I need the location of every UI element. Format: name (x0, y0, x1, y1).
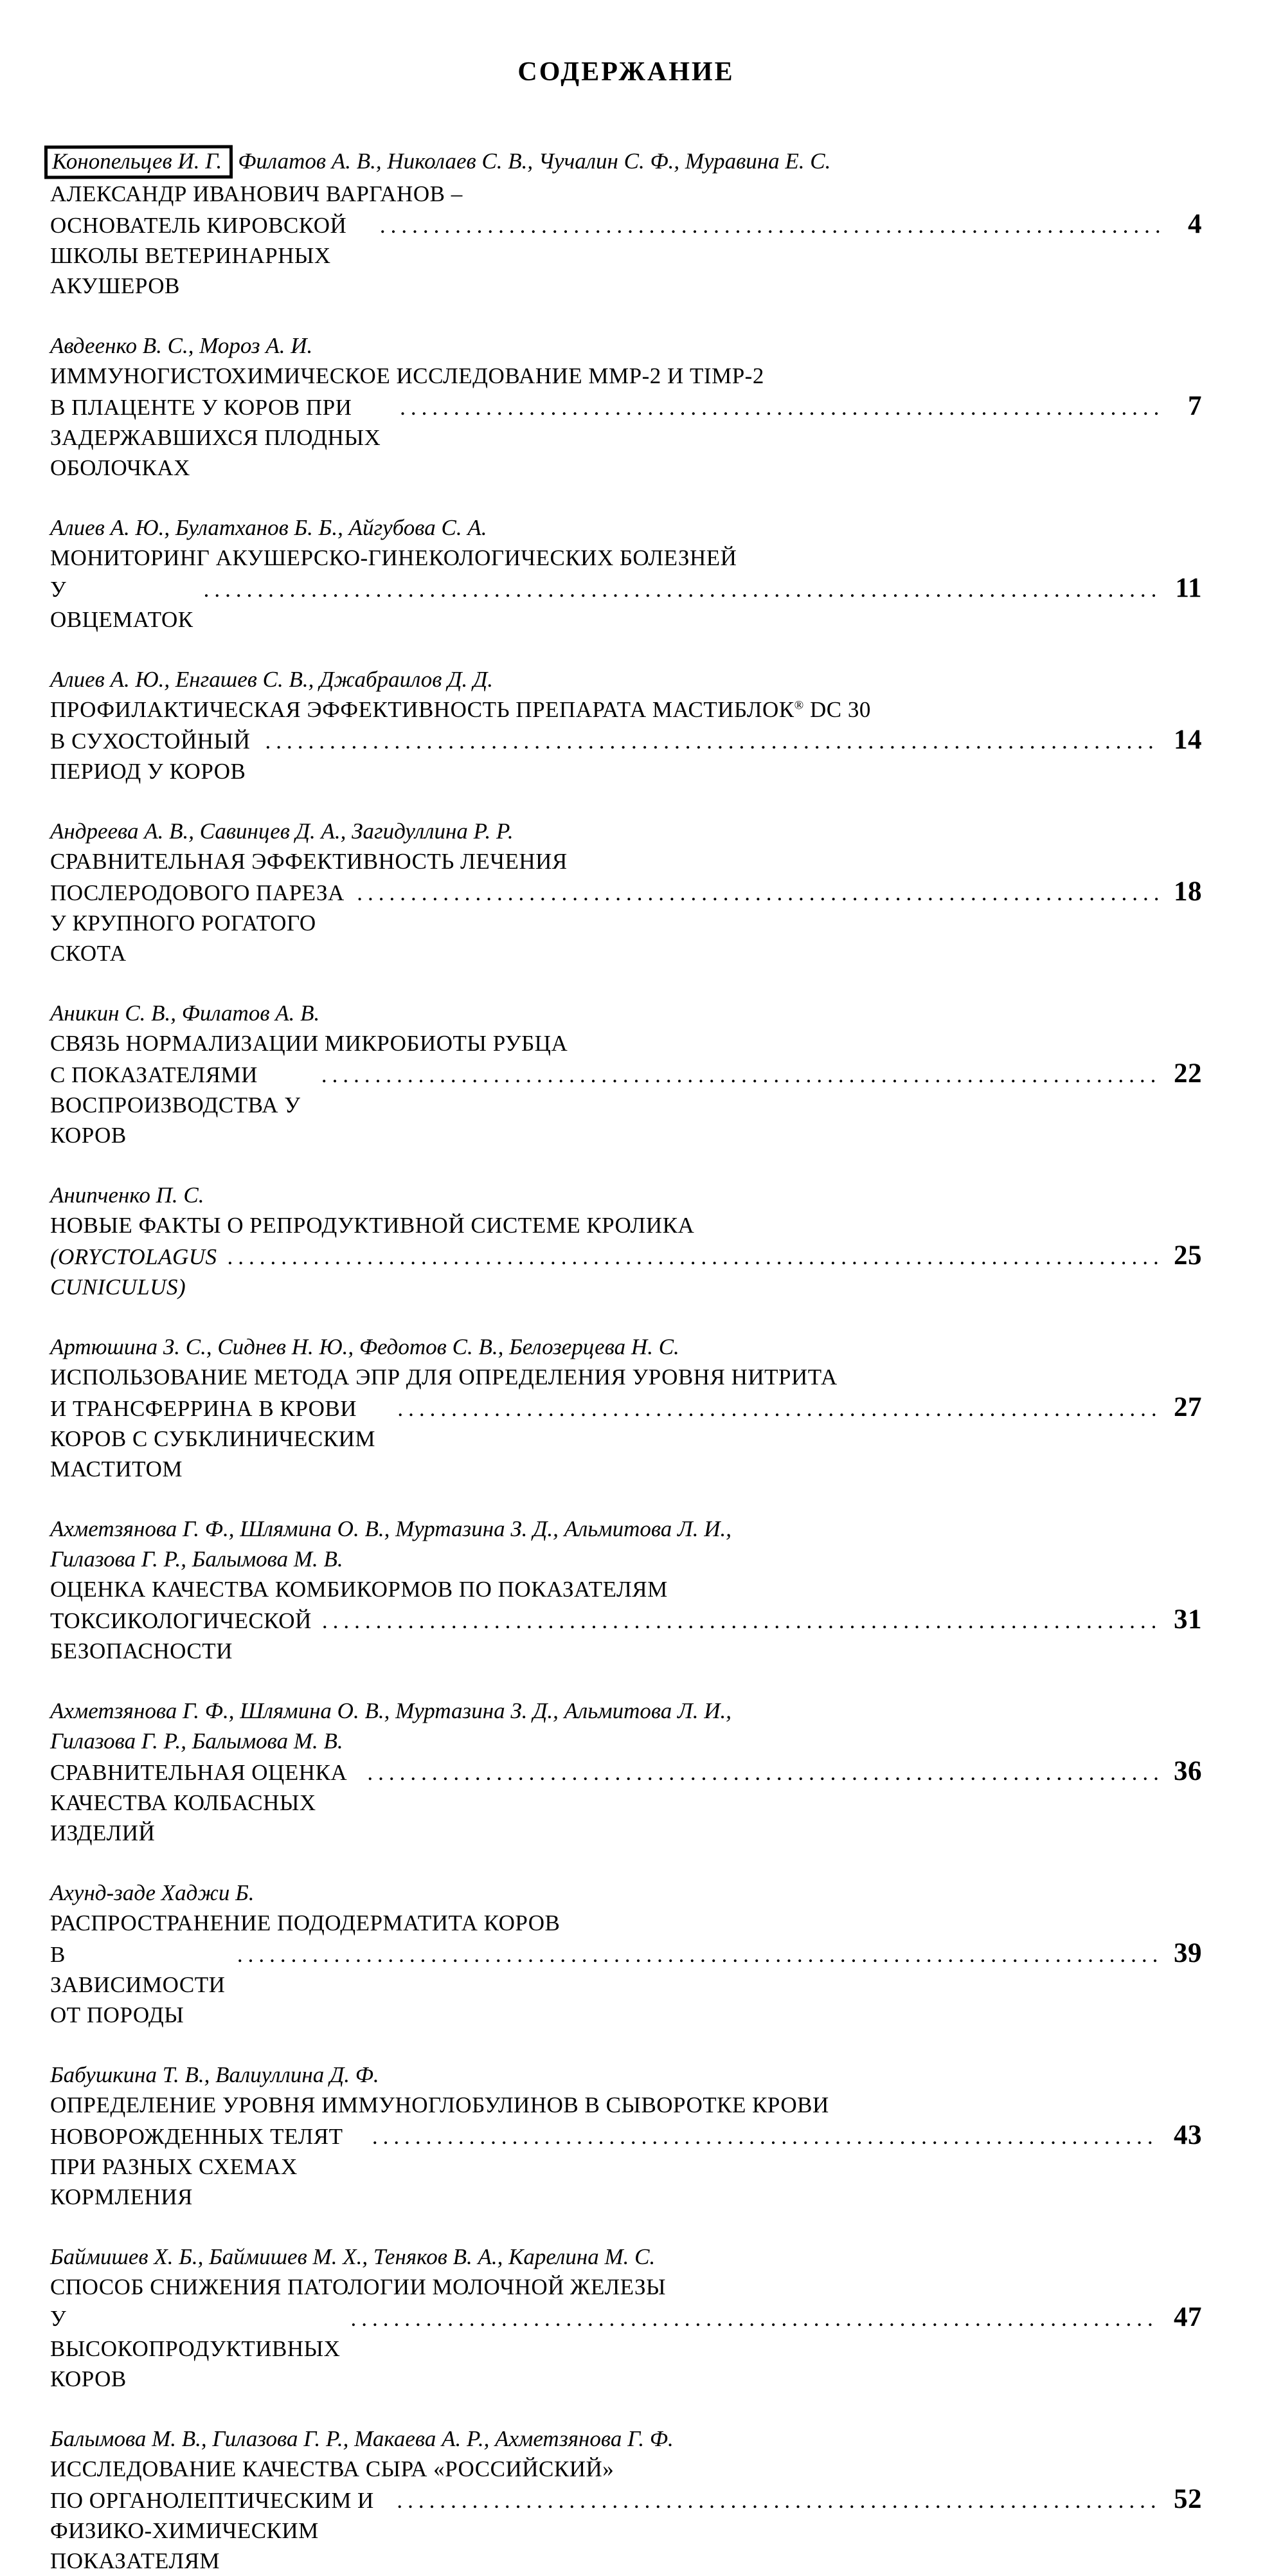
title-line (50, 2484, 1202, 2576)
title-text: ОПРЕДЕЛЕНИЕ УРОВНЯ ИММУНОГЛОБУЛИНОВ В СЫВОРОТКЕ КРОВИ (50, 2092, 829, 2118)
entry-authors (50, 145, 1202, 179)
title-line (50, 2090, 1202, 2120)
title-line (50, 209, 1202, 301)
title-line (50, 876, 1202, 968)
title-line (50, 1756, 1202, 1848)
dot-leader (372, 2121, 1160, 2152)
entry-page-number: 14 (1174, 725, 1202, 755)
entry-title (50, 1210, 1202, 1302)
dot-leader (400, 392, 1160, 422)
author-names: Алиев А. Ю., Булатханов Б. Б., Айгубова С. А. (50, 515, 487, 540)
dot-leader (367, 1757, 1160, 1788)
entry-title (50, 2272, 1202, 2394)
toc-entry-3 (50, 512, 1202, 635)
title-line (50, 725, 1202, 786)
entry-page-number: 18 (1174, 876, 1202, 907)
title-text: ПОСЛЕРОДОВОГО ПАРЕЗА У КРУПНОГО РОГАТОГО СКОТА (50, 880, 345, 966)
title-text: (ORYCTOLAGUS CUNICULUS) (50, 1244, 217, 1300)
title-line (50, 1362, 1202, 1392)
title-line (50, 543, 1202, 573)
author-line (50, 331, 1202, 361)
toc-entry-13 (50, 2242, 1202, 2394)
entry-page-number: 39 (1174, 1938, 1202, 1968)
author-names: Бабушкина Т. В., Валиуллина Д. Ф. (50, 2062, 379, 2087)
title-line (50, 2302, 1202, 2394)
title-line (50, 361, 1202, 391)
title-line (50, 1058, 1202, 1150)
title-text: СВЯЗЬ НОРМАЛИЗАЦИИ МИКРОБИОТЫ РУБЦА (50, 1031, 568, 1056)
author-line (50, 998, 1202, 1028)
entry-title (50, 846, 1202, 968)
title-text: ПРОФИЛАКТИЧЕСКАЯ ЭФФЕКТИВНОСТЬ ПРЕПАРАТА МАСТИБЛОК® DC 30 (50, 697, 871, 722)
author-names: Аникин С. В., Филатов А. В. (50, 1001, 320, 1026)
author-line (50, 2242, 1202, 2272)
dot-leader (228, 1242, 1160, 1272)
title-text: АЛЕКСАНДР ИВАНОВИЧ ВАРГАНОВ – (50, 181, 463, 206)
title-line (50, 179, 1202, 209)
dot-leader (322, 1606, 1160, 1636)
entry-page-number: 4 (1188, 209, 1202, 239)
author-names: Ахметзянова Г. Ф., Шлямина О. В., Муртазина З. Д., Альмитова Л. И., (50, 1698, 732, 1723)
entry-page-number: 27 (1174, 1392, 1202, 1422)
page-title: СОДЕРЖАНИЕ (517, 57, 735, 87)
dot-leader (397, 1393, 1160, 1424)
title-line (50, 1210, 1202, 1240)
dot-leader (380, 210, 1160, 240)
author-line (50, 1726, 1202, 1756)
toc-entry-4 (50, 664, 1202, 786)
author-names: Алиев А. Ю., Енгашев С. В., Джабраилов Д. Д. (50, 667, 494, 692)
title-text: ТОКСИКОЛОГИЧЕСКОЙ БЕЗОПАСНОСТИ (50, 1608, 312, 1664)
title-text: ИССЛЕДОВАНИЕ КАЧЕСТВА СЫРА «РОССИЙСКИЙ» (50, 2456, 615, 2481)
toc-entry-2 (50, 331, 1202, 483)
registered-trademark-symbol: ® (794, 698, 804, 712)
entry-authors (50, 512, 1202, 543)
dot-leader (357, 878, 1160, 908)
author-line (50, 1696, 1202, 1726)
title-line (50, 1908, 1202, 1938)
title-text: СПОСОБ СНИЖЕНИЯ ПАТОЛОГИИ МОЛОЧНОЙ ЖЕЛЕЗЫ (50, 2274, 667, 2299)
title-text: ИММУНОГИСТОХИМИЧЕСКОЕ ИССЛЕДОВАНИЕ MMP-2 И TIMP-2 (50, 363, 764, 388)
author-names: Гилазова Г. Р., Балымова М. В. (50, 1728, 343, 1754)
entry-title (50, 1362, 1202, 1484)
entry-authors (50, 1696, 1202, 1756)
dot-leader (237, 1939, 1160, 1970)
author-line (50, 2424, 1202, 2454)
title-line (50, 2454, 1202, 2484)
author-names: Филатов А. В., Николаев С. В., Чучалин С. Ф., Муравина Е. С. (238, 149, 831, 174)
author-line (50, 512, 1202, 543)
title-line (50, 2272, 1202, 2302)
title-line (50, 573, 1202, 635)
entry-page-number: 52 (1174, 2484, 1202, 2514)
title-line (50, 1240, 1202, 1302)
title-text: ИСПОЛЬЗОВАНИЕ МЕТОДА ЭПР ДЛЯ ОПРЕДЕЛЕНИЯ УРОВНЯ НИТРИТА (50, 1365, 838, 1390)
title-text: ОСНОВАТЕЛЬ КИРОВСКОЙ ШКОЛЫ ВЕТЕРИНАРНЫХ АКУШЕРОВ (50, 213, 347, 298)
entry-page-number: 47 (1174, 2302, 1202, 2332)
toc-entry-7 (50, 1180, 1202, 1302)
dot-leader (204, 574, 1160, 604)
entry-page-number: 7 (1188, 391, 1202, 421)
title-text: В ЗАВИСИМОСТИ ОТ ПОРОДЫ (50, 1942, 226, 2027)
entry-title (50, 361, 1202, 483)
author-line (50, 816, 1202, 846)
author-line (50, 664, 1202, 694)
title-text: У ОВЦЕМАТОК (50, 577, 193, 632)
dot-leader (265, 726, 1160, 756)
title-line (50, 2120, 1202, 2212)
author-names: Авдеенко В. С., Мороз А. И. (50, 333, 313, 358)
entry-page-number: 36 (1174, 1756, 1202, 1786)
dot-leader (321, 1060, 1160, 1090)
entry-authors (50, 2060, 1202, 2090)
entry-title (50, 1756, 1202, 1848)
author-names: Баймишев Х. Б., Баймишев М. Х., Теняков В. А., Карелина М. С. (50, 2244, 656, 2269)
entry-authors (50, 998, 1202, 1028)
toc-list (50, 145, 1202, 2576)
entry-authors (50, 331, 1202, 361)
title-text: НОВЫЕ ФАКТЫ О РЕПРОДУКТИВНОЙ СИСТЕМЕ КРОЛИКА (50, 1213, 695, 1238)
author-line (50, 1514, 1202, 1544)
toc-entry-11 (50, 1878, 1202, 2030)
boxed-author-highlight: Конопельцев И. Г. (44, 145, 233, 179)
entry-authors (50, 1514, 1202, 1574)
author-line (50, 1332, 1202, 1362)
entry-title (50, 694, 1202, 786)
title-text: И ТРАНСФЕРРИНА В КРОВИ КОРОВ С СУБКЛИНИЧЕСКИМ МАСТИТОМ (50, 1396, 375, 1482)
dot-leader (397, 2485, 1160, 2516)
entry-page-number: 11 (1175, 573, 1202, 603)
title-text: У ВЫСОКОПРОДУКТИВНЫХ КОРОВ (50, 2306, 341, 2391)
author-line (50, 1878, 1202, 1908)
title-text: ПО ОРГАНОЛЕПТИЧЕСКИМ И ФИЗИКО-ХИМИЧЕСКИМ ПОКАЗАТЕЛЯМ (50, 2488, 374, 2573)
toc-entry-8 (50, 1332, 1202, 1484)
entry-page-number: 25 (1174, 1240, 1202, 1271)
author-names: Ахунд-заде Хаджи Б. (50, 1880, 255, 1905)
entry-page-number: 22 (1174, 1058, 1202, 1089)
entry-title (50, 1028, 1202, 1150)
title-text: МОНИТОРИНГ АКУШЕРСКО-ГИНЕКОЛОГИЧЕСКИХ БОЛЕЗНЕЙ (50, 545, 737, 570)
author-names: Ахметзянова Г. Ф., Шлямина О. В., Муртазина З. Д., Альмитова Л. И., (50, 1516, 732, 1541)
toc-entry-12 (50, 2060, 1202, 2212)
title-text: С ПОКАЗАТЕЛЯМИ ВОСПРОИЗВОДСТВА У КОРОВ (50, 1062, 301, 1148)
entry-authors (50, 1180, 1202, 1210)
entry-authors (50, 1332, 1202, 1362)
title-text: СРАВНИТЕЛЬНАЯ ЭФФЕКТИВНОСТЬ ЛЕЧЕНИЯ (50, 849, 568, 874)
title-text: СРАВНИТЕЛЬНАЯ ОЦЕНКА КАЧЕСТВА КОЛБАСНЫХ ИЗДЕЛИЙ (50, 1760, 348, 1846)
entry-authors (50, 1878, 1202, 1908)
title-text: В ПЛАЦЕНТЕ У КОРОВ ПРИ ЗАДЕРЖАВШИХСЯ ПЛОДНЫХ ОБОЛОЧКАХ (50, 395, 381, 480)
toc-entry-10 (50, 1696, 1202, 1848)
title-text: В СУХОСТОЙНЫЙ ПЕРИОД У КОРОВ (50, 729, 251, 784)
entry-title (50, 2454, 1202, 2576)
toc-entry-5 (50, 816, 1202, 968)
author-names: Балымова М. В., Гилазова Г. Р., Макаева А. Р., Ахметзянова Г. Ф. (50, 2426, 674, 2451)
toc-entry-14 (50, 2424, 1202, 2576)
entry-title (50, 1574, 1202, 1666)
author-line (50, 2060, 1202, 2090)
entry-authors (50, 2242, 1202, 2272)
toc-entry-9 (50, 1514, 1202, 1666)
title-line (50, 846, 1202, 876)
author-names: Артюшина З. С., Сиднев Н. Ю., Федотов С. В., Белозерцева Н. С. (50, 1334, 679, 1359)
author-line (50, 145, 1202, 179)
title-text: ОЦЕНКА КАЧЕСТВА КОМБИКОРМОВ ПО ПОКАЗАТЕЛЯМ (50, 1577, 668, 1602)
author-line (50, 1544, 1202, 1574)
entry-title (50, 2090, 1202, 2212)
entry-authors (50, 664, 1202, 694)
entry-authors (50, 816, 1202, 846)
title-text: РАСПРОСТРАНЕНИЕ ПОДОДЕРМАТИТА КОРОВ (50, 1910, 561, 1936)
title-line (50, 1028, 1202, 1058)
dot-leader (350, 2303, 1160, 2334)
entry-title (50, 179, 1202, 301)
title-text: НОВОРОЖДЕННЫХ ТЕЛЯТ ПРИ РАЗНЫХ СХЕМАХ КОРМЛЕНИЯ (50, 2124, 343, 2209)
author-names: Андреева А. В., Савинцев Д. А., Загидуллина Р. Р. (50, 819, 514, 844)
entry-page-number: 43 (1174, 2120, 1202, 2150)
entry-page-number: 31 (1174, 1604, 1202, 1635)
toc-entry-6 (50, 998, 1202, 1150)
title-line (50, 1392, 1202, 1484)
entry-title (50, 543, 1202, 635)
author-line (50, 1180, 1202, 1210)
title-line (50, 391, 1202, 483)
title-line (50, 1604, 1202, 1666)
toc-entry-1 (50, 145, 1202, 301)
title-line (50, 1938, 1202, 2030)
entry-title (50, 1908, 1202, 2030)
author-names: Анипченко П. С. (50, 1183, 204, 1208)
author-names: Гилазова Г. Р., Балымова М. В. (50, 1547, 343, 1572)
title-line (50, 694, 1202, 725)
entry-authors (50, 2424, 1202, 2454)
title-line (50, 1574, 1202, 1604)
